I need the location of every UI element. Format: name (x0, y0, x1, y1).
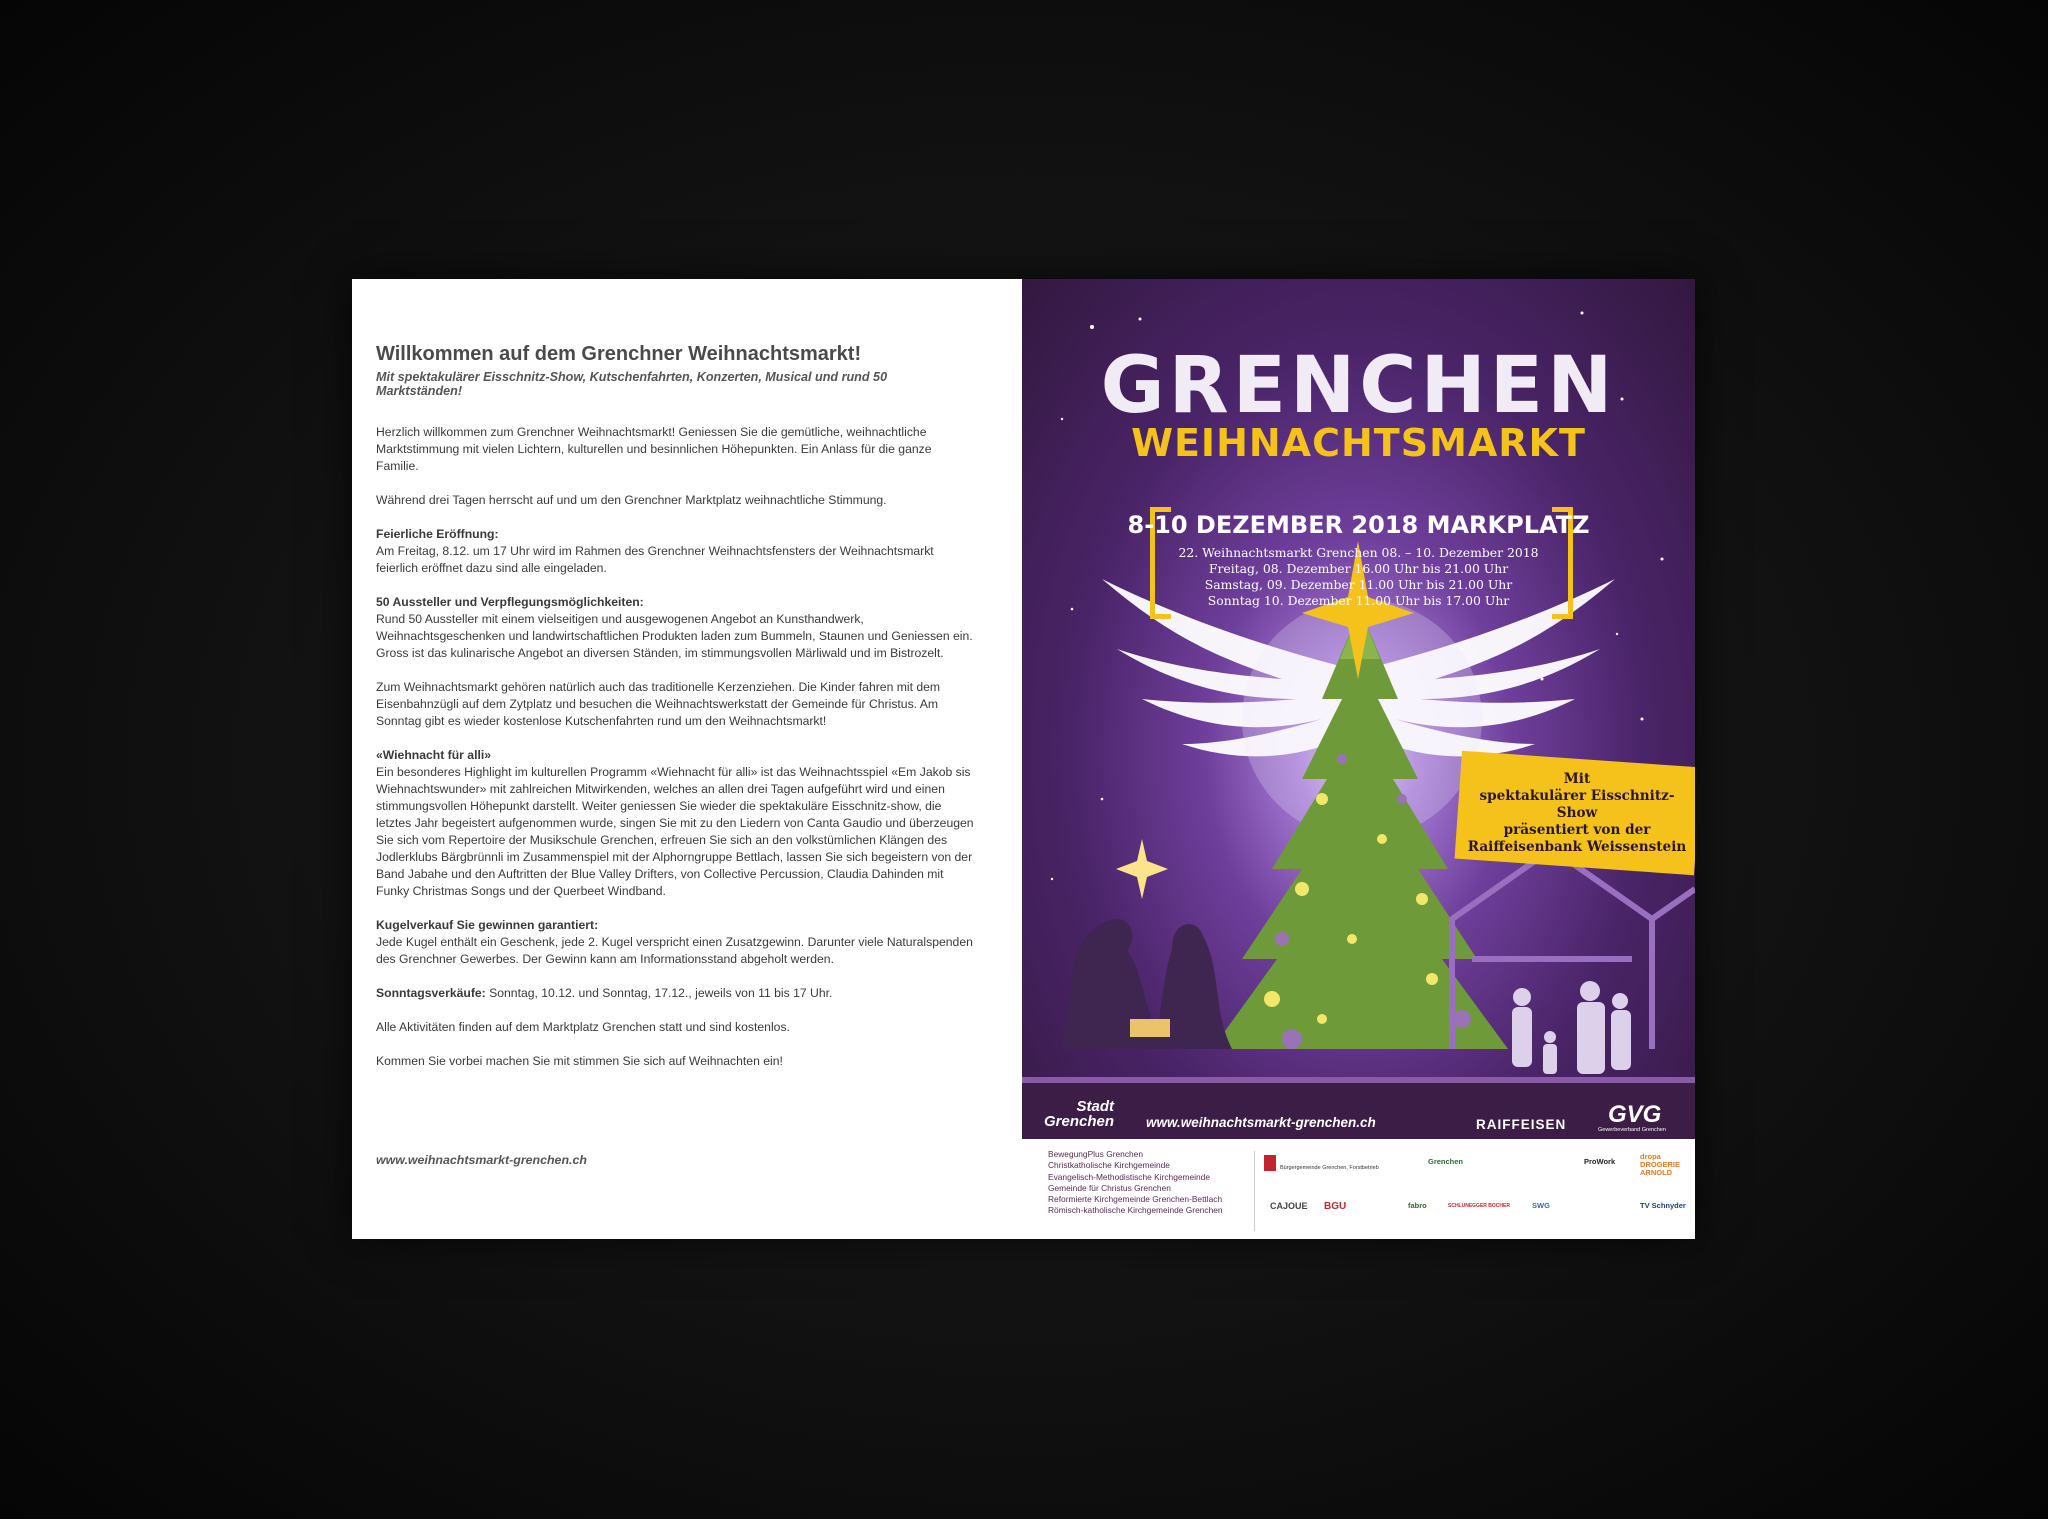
date-line: Samstag, 09. Dezember 11.00 Uhr bis 21.00 Uhr (1204, 577, 1513, 592)
buergergemeinde-label: Bürgergemeinde Grenchen, Forstbetrieb (1280, 1165, 1379, 1171)
nativity-silhouette (1062, 919, 1232, 1049)
gvg-subtitle: Gewerbeverband Grenchen (1598, 1127, 1666, 1133)
banner-line: Raiffeisenbank Weissenstein (1467, 839, 1687, 855)
date-headline: 8-10 DEZEMBER 2018 MARKPLATZ (1127, 511, 1590, 539)
banner-line: spektakulärer Eisschnitz-Show (1479, 788, 1675, 821)
sponsor-divider (1254, 1151, 1255, 1231)
banner-line: Mit (1563, 771, 1591, 787)
family-silhouette (1512, 981, 1631, 1074)
list-item: Reformierte Kirchgemeinde Grenchen-Bettlach (1048, 1194, 1223, 1205)
parish-list (1048, 1149, 1223, 1217)
date-line: Sonntag 10. Dezember 11.00 Uhr bis 17.00 Uhr (1207, 593, 1510, 608)
date-line: Freitag, 08. Dezember 16.00 Uhr bis 21.00 Uhr (1208, 561, 1509, 576)
section-text: Jede Kugel enthält ein Geschenk, jede 2. Kugel verspricht einen Zusatzgewinn. Darunter viele Naturalspenden des Grenchner Gewerbes. Der Gewinn kann am Informationsstand abgeholt werden. (376, 935, 973, 966)
sponsor-logo-dropa: dropa DROGERIE ARNOLD (1640, 1152, 1681, 1177)
list-item: Gemeinde für Christus Grenchen (1048, 1182, 1171, 1193)
paragraph-closing: Kommen Sie vorbei machen Sie mit stimmen Sie sich auf Weihnachten ein! (376, 1054, 783, 1068)
left-page (352, 279, 1022, 1239)
left-text-column (376, 343, 976, 1087)
section-heading: Feierliche Eröffnung: (376, 527, 499, 541)
paragraph-kerzenziehen: Zum Weihnachtsmarkt gehören natürlich auch das traditionelle Kerzenziehen. Die Kinder fahren mit dem Eisenbahnzügli auf dem Zytplatz und besuchen die Weihnachtswerkstatt der Gemeinde für Christus. Am Sonntag gibt es wieder kostenlose Kutschenfahrten rund um den Weihnachtsmarkt! (376, 680, 941, 728)
market-stall (1452, 849, 1695, 1049)
section-text: Rund 50 Aussteller mit einem vielseitigen und ausgewogenen Angebot an Kunsthandwerk, Weihnachtsgeschenken und landwirtschaftlichen Produkten laden zum Bummeln, Staunen und Geniessen ein. Gross ist das kulinarische Angebot an diversen Ständen, im stimmungsvollen Märliwald und im Bistrozelt. (376, 612, 973, 660)
website-link-poster[interactable]: www.weihnachtsmarkt-grenchen.ch (1146, 1115, 1376, 1130)
section-heading: Kugelverkauf Sie gewinnen garantiert: (376, 918, 599, 932)
list-item: BewegungPlus Grenchen (1048, 1149, 1143, 1159)
sponsor-logo-grenchen: Grenchen (1428, 1157, 1464, 1166)
right-page-poster (1022, 279, 1695, 1239)
coat-of-arms-icon (1264, 1155, 1276, 1171)
sponsor-logo-swg: SWG (1532, 1201, 1550, 1210)
poster-footer-line (1022, 1077, 1695, 1083)
section-heading: Sonntagsverkäufe: (376, 986, 486, 1000)
section-wiehnacht (376, 747, 976, 900)
raiffeisen-logo: RAIFFEISEN (1476, 1117, 1567, 1132)
page-subtitle: Mit spektakulärer Eisschnitz-Show, Kutschenfahrten, Konzerten, Musical und rund 50 Marktständen! (376, 370, 888, 398)
paragraph-kostenlos: Alle Aktivitäten finden auf dem Marktplatz Grenchen statt und sind kostenlos. (376, 1020, 790, 1034)
section-opening (376, 526, 976, 577)
section-sonntagsverkaeufe (376, 985, 976, 1002)
sponsor-logo-bgu: BGU (1324, 1201, 1347, 1212)
poster-subtitle: WEIHNACHTSMARKT (1131, 421, 1586, 465)
list-item: Evangelisch-Methodistische Kirchgemeinde (1048, 1171, 1210, 1182)
sponsor-banner-text (1462, 771, 1692, 856)
paragraph-stimmung: Während drei Tagen herrscht auf und um den Grenchner Marktplatz weihnachtliche Stimmung. (376, 493, 887, 507)
section-exhibitors (376, 594, 976, 662)
section-text: Am Freitag, 8.12. um 17 Uhr wird im Rahmen des Grenchner Weihnachtsfensters der Weihnachtsmarkt feierlich eröffnet dazu sind alle eingeladen. (376, 544, 934, 575)
poster-title: GRENCHEN (1100, 341, 1617, 431)
flyer-spread (352, 279, 1695, 1239)
section-kugelverkauf (376, 917, 976, 968)
website-link-left[interactable]: www.weihnachtsmarkt-grenchen.ch (376, 1153, 587, 1167)
sponsor-logo-schlunegger: SCHLUNEGGER BOCHER (1448, 1203, 1510, 1209)
stadt-grenchen-logo: Stadt Grenchen (1044, 1098, 1115, 1130)
section-text: Ein besonderes Highlight im kulturellen Programm «Wiehnacht für alli» ist das Weihnachtsspiel «Em Jakob sis Wiehnachtswunder» mit zahlreichen Mitwirkenden, welches an allen drei Tagen aufgeführt wird und einen stimmungsvollen Höhepunkt darstellt. Weiter geniessen Sie wieder die spektakuläre Eisschnitz-show, die letztes Jahr begeistert aufgenommen wurde, singen Sie mit zu den Liedern von Canta Gaudio und überzeugen Sie sich vom Repertoire der Musikschule Grenchen, erfreuen Sie sich an den volkstümlichen Klängen des Jodlerklubs Bärgbrünnli im Zusammenspiel mit der Alphorngruppe Bettlach, lassen Sie sich begeistern von der Band Jabahe und den Auftritten der Blue Valley Drifters, von Collective Percussion, Claudia Dahinden mit Funky Christmas Songs und der Querbeet Windband. (376, 765, 974, 898)
section-heading: 50 Aussteller und Verpflegungsmöglichkeiten: (376, 595, 644, 609)
sponsor-logo-cajoue: CAJOUE (1270, 1201, 1308, 1211)
section-text: Sonntag, 10.12. und Sonntag, 17.12., jeweils von 11 bis 17 Uhr. (485, 986, 833, 1000)
sponsor-logos (1262, 1151, 1692, 1231)
date-line: 22. Weihnachtsmarkt Grenchen 08. – 10. Dezember 2018 (1178, 545, 1539, 560)
section-heading: «Wiehnacht für alli» (376, 748, 492, 762)
small-star (1116, 839, 1168, 899)
banner-line: präsentiert von der (1503, 822, 1651, 838)
opening-hours (1022, 545, 1695, 609)
sponsor-logo-prowork: ProWork (1584, 1157, 1616, 1166)
intro-paragraph: Herzlich willkommen zum Grenchner Weihnachtsmarkt! Geniessen Sie die gemütliche, weihnachtliche Marktstimmung mit vielen Lichtern, kulturellen und besinnlichen Höhepunkten. Ein Anlass für die ganze Familie. (376, 425, 932, 473)
page-title: Willkommen auf dem Grenchner Weihnachtsmarkt! (376, 343, 862, 365)
sponsor-logo-tv-schnyder: TV Schnyder (1640, 1201, 1686, 1210)
list-item: Römisch-katholische Kirchgemeinde Grenchen (1048, 1205, 1223, 1216)
list-item: Christkatholische Kirchgemeinde (1048, 1160, 1170, 1171)
sponsor-logo-fabro: fabro (1408, 1201, 1427, 1210)
gvg-logo: GVG (1608, 1101, 1662, 1128)
